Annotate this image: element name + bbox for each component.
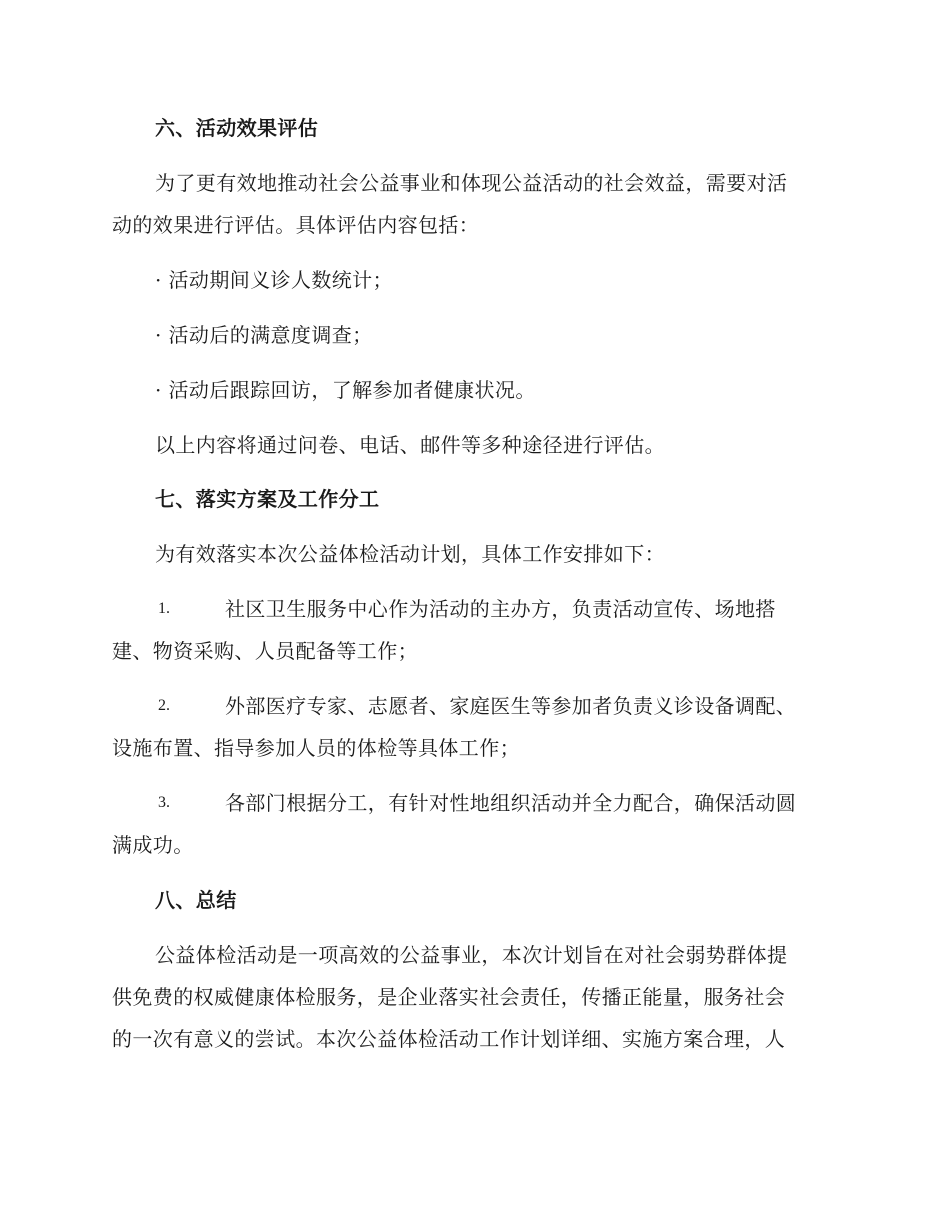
paragraph-line: 为有效落实本次公益体检活动计划，具体工作安排如下：: [155, 542, 665, 566]
section-heading-6: 六、活动效果评估: [155, 116, 319, 140]
bullet-item: · 活动期间义诊人数统计；: [155, 268, 393, 292]
paragraph-line: 的一次有意义的尝试。本次公益体检活动工作计划详细、实施方案合理，人: [112, 1027, 786, 1051]
list-item-line: 满成功。: [112, 833, 194, 857]
paragraph-line: 动的效果进行评估。具体评估内容包括：: [112, 213, 480, 237]
list-item-line: 各部门根据分工，有针对性地组织活动并全力配合，确保活动圆: [225, 791, 797, 815]
section-heading-8: 八、总结: [155, 888, 237, 912]
section-heading-7: 七、落实方案及工作分工: [155, 487, 380, 511]
paragraph-line: 公益体检活动是一项高效的公益事业，本次计划旨在对社会弱势群体提: [155, 943, 788, 967]
list-number: 1.: [158, 600, 170, 617]
list-item-line: 设施布置、指导参加人员的体检等具体工作；: [112, 736, 520, 760]
list-number: 3.: [158, 794, 170, 811]
paragraph-line: 为了更有效地推动社会公益事业和体现公益活动的社会效益，需要对活: [155, 171, 788, 195]
list-item-line: 社区卫生服务中心作为活动的主办方，负责活动宣传、场地搭: [225, 597, 776, 621]
paragraph-line: 以上内容将通过问卷、电话、邮件等多种途径进行评估。: [155, 433, 665, 457]
list-item-line: 外部医疗专家、志愿者、家庭医生等参加者负责义诊设备调配、: [225, 694, 797, 718]
bullet-item: · 活动后跟踪回访，了解参加者健康状况。: [155, 378, 536, 402]
list-number: 2.: [158, 697, 170, 714]
list-item-line: 建、物资采购、人员配备等工作；: [112, 639, 418, 663]
bullet-item: · 活动后的满意度调查；: [155, 323, 373, 347]
paragraph-line: 供免费的权威健康体检服务，是企业落实社会责任，传播正能量，服务社会: [112, 985, 786, 1009]
